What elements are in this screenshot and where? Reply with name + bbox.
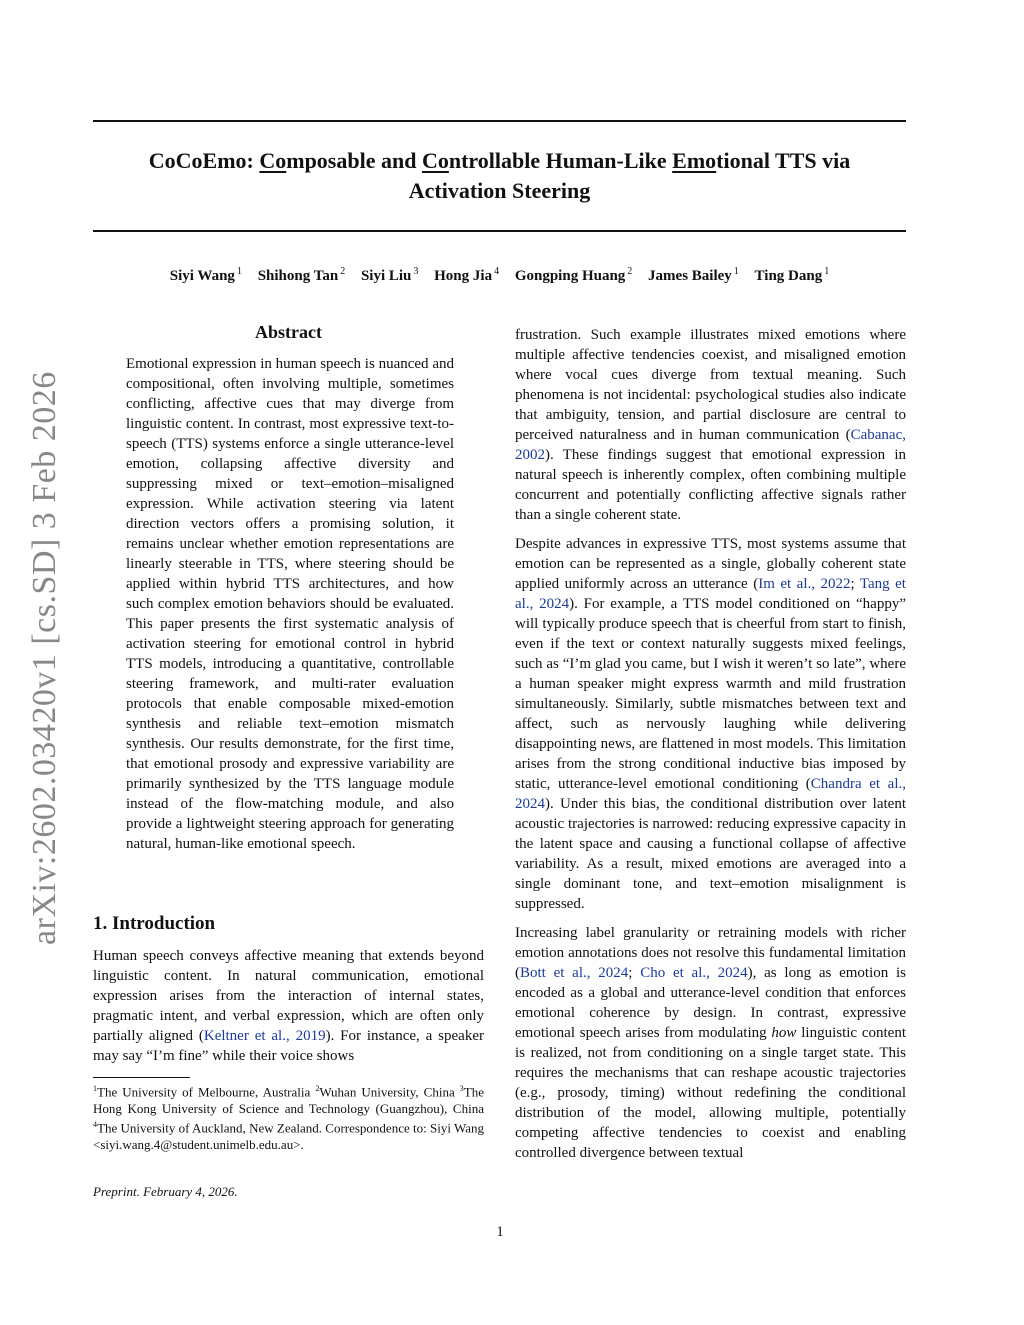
author: James Bailey $^1$: [648, 266, 739, 284]
citation-link[interactable]: Chandra et al., 2024: [515, 776, 906, 812]
title-line-1: CoCoEmo: Composable and Controllable Human-Like Emotional TTS via: [148, 148, 851, 173]
intro-paragraph: Human speech conveys affective meaning that extends beyond linguistic content. In natural communication, emotional expression arises from the interaction of internal states, pragmatic intent, and verbal expression, which are often only partially aligned (Keltner et al., 2019). For instance, a speaker may say “I’m fine” while their voice shows: [93, 948, 484, 1064]
author: Shihong Tan $^2$: [257, 266, 346, 284]
footnote-rule: [93, 1077, 190, 1078]
paper-title: [93, 146, 906, 206]
abstract-heading: Abstract: [255, 322, 322, 342]
page-number: 1: [496, 1224, 504, 1240]
author: Siyi Wang $^1$: [169, 266, 242, 284]
author-list: [93, 266, 906, 285]
section-heading-introduction: 1. Introduction: [93, 913, 216, 934]
paragraph: frustration. Such example illustrates mixed emotions where multiple affective tendencies coexist, and misaligned emotion where vocal cues diverge from textual meaning. Such phenomena is not incidental: psychological studies also indicate that ambiguity, tension, and partial disclosure are central to perceived naturalness and in human communication (Cabanac, 2002). These findings suggest that emotional expression in natural speech is inherently complex, often combining multiple concurrent and potentially conflicting affective signals rather than a single coherent state.: [515, 327, 906, 523]
paragraph: Despite advances in expressive TTS, most systems assume that emotion can be represented as a single, globally coherent state applied uniformly across an utterance (Im et al., 2022; Tang et al., 2024). For example, a TTS model conditioned on “happy” will typically produce speech that is cheerful from start to finish, even if the text or context naturally suggests mixed feelings, such as “I’m glad you came, but I wish it weren’t so late”, where a human speaker might express warmth and mild frustration simultaneously. Similarly, subtle mismatches between text and affect, such as nervously laughing while delivering disappointing news, are flattened in most models. This limitation arises from the strong conditional inductive bias imposed by static, utterance-level emotional conditioning (Chandra et al., 2024). Under this bias, the conditional distribution over latent acoustic trajectories is narrowed: reducing expressive capacity in the latent space and causing a functional collapse of affective variability. As a result, mixed emotions are averaged into a single dominant tone, and text–emotion misalignment is suppressed.: [515, 536, 906, 912]
citation-link[interactable]: Cabanac, 2002: [515, 427, 906, 463]
arxiv-stamp: arXiv:2602.03420v1 [cs.SD] 3 Feb 2026: [26, 371, 63, 945]
citation-link[interactable]: Keltner et al., 2019: [203, 1028, 326, 1044]
preprint-date: Preprint. February 4, 2026.: [93, 1184, 238, 1199]
author: Hong Jia $^4$: [434, 266, 500, 284]
paragraph: Increasing label granularity or retraining models with richer emotion annotations does not resolve this fundamental limitation (Bott et al., 2024; Cho et al., 2024), as long as emotion is encoded as a global and utterance-level condition that enforces emotional coherence by design. In contrast, expressive emotional speech arises from modulating how linguistic content is realized, not from conditioning on a single target state. This requires the mechanisms that can reshape acoustic trajectories (e.g., prosody, timing) without redefining the conditional distribution of the model, allowing multiple, potentially competing affective tendencies to coexist and enabling controlled divergence between textual: [515, 925, 907, 1161]
author: Ting Dang $^1$: [754, 266, 830, 284]
title-top-rule: [93, 120, 906, 122]
title-line-2: Activation Steering: [408, 178, 591, 203]
author: Gongping Huang $^2$: [514, 266, 633, 284]
abstract-text: Emotional expression in human speech is nuanced and compositional, often involving multiple, sometimes conflicting, affective cues that may diverge from linguistic content. In contrast, most expressive text-to-speech (TTS) systems enforce a single utterance-level emotion, collapsing affective diversity and suppressing mixed or text–emotion–misaligned expression. While activation steering via latent direction vectors offers a promising solution, it remains unclear whether emotion representations are linearly steerable in TTS, where steering should be applied within hybrid TTS architectures, and how such complex emotion behaviors should be evaluated. This paper presents the first systematic analysis of activation steering for emotional control in hybrid TTS models, introducing a quantitative, controllable steering framework, and multi-rater evaluation protocols that enable composable mixed-emotion synthesis and reliable text–emotion mismatch synthesis. Our results demonstrate, for the first time, that emotional prosody and expressive variability are primarily synthesized by the TTS language module instead of the flow-matching module, and also provide a lightweight steering approach for generating natural, human-like emotional speech.: [126, 356, 454, 852]
author: Siyi Liu $^3$: [360, 266, 419, 284]
right-column: [515, 325, 906, 1172]
affiliations-footnote: $^1$The University of Melbourne, Australia $^2$Wuhan University, China $^3$The Hong Kong University of Science and Technology (Guangzhou), China $^4$The University of Auckland, New Zealand. Correspondence to: Siyi Wang <siyi.wang.4@student.unimelb.edu.au>.: [93, 1084, 484, 1153]
citation-link[interactable]: Bott et al., 2024: [520, 965, 629, 981]
citation-link[interactable]: Im et al., 2022: [758, 576, 851, 592]
citation-link[interactable]: Cho et al., 2024: [640, 965, 748, 981]
title-bottom-rule: [93, 230, 906, 232]
citation-link[interactable]: Tang et al., 2024: [515, 576, 906, 612]
